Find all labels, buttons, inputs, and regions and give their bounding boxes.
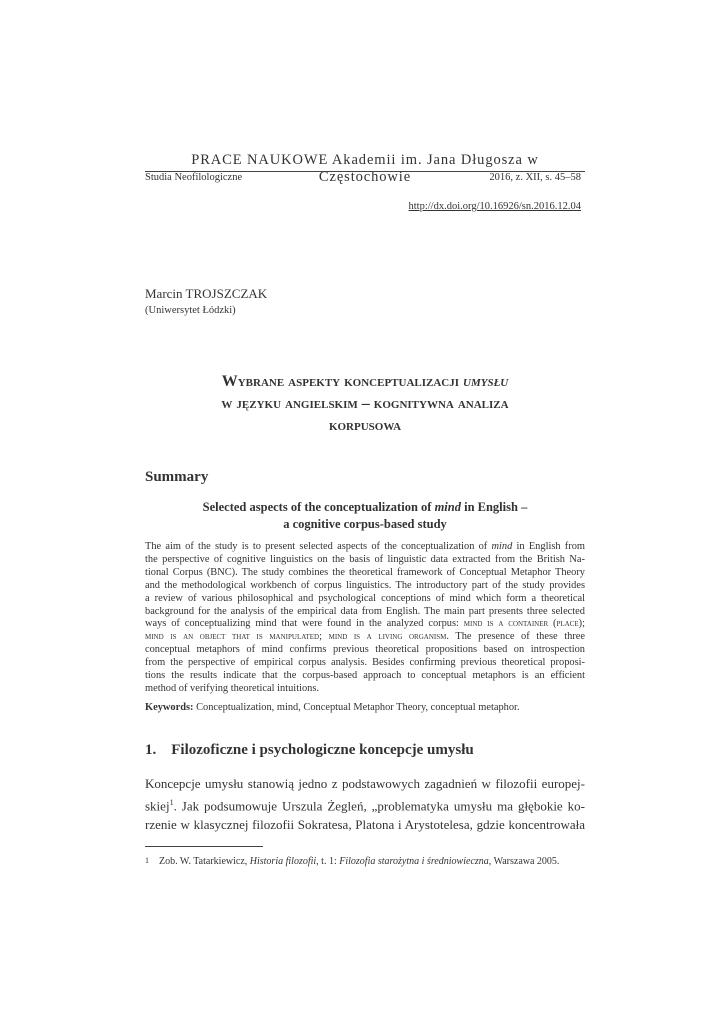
- keywords-text: Conceptualization, mind, Conceptual Metaphor Theory, conceptual metaphor.: [193, 702, 520, 713]
- title-line2: w języku angielskim – kognitywna analiza: [221, 395, 509, 412]
- footnote: [145, 856, 585, 867]
- abstract: [145, 541, 585, 696]
- footnote-text: Zob. W. Tatarkiewicz,: [159, 856, 250, 867]
- footnote-ref[interactable]: 1: [169, 798, 174, 807]
- abstract-line: method of verifying theoretical intuitions.: [145, 682, 320, 694]
- abstract-line: conceptual metaphors of mind confirms previous theoretical propositions based on introspection: [145, 644, 585, 656]
- body-line-part: . Jak podsumowuje Urszula Żegleń, „problematyka umysłu ma głębokie ko-: [173, 798, 585, 814]
- article-title: [145, 371, 585, 437]
- footnote-title: Historia filozofii: [249, 856, 317, 867]
- footnote-rule: [145, 846, 263, 847]
- title-line3: korpusowa: [328, 417, 402, 434]
- abstract-line: mind is an object that is manipulated; mind is a living organism. The presence of these three: [145, 631, 585, 643]
- subtitle-line2: a cognitive corpus-based study: [283, 517, 447, 531]
- section-heading: 1. Filozoficzne i psychologiczne koncepcje umysłu: [145, 742, 474, 758]
- title-line1: Wybrane aspekty konceptualizacji: [221, 373, 464, 390]
- subtitle-part-c: in English –: [460, 500, 528, 514]
- footnote-text: , t. 1:: [316, 856, 340, 867]
- series-name: Studia Neofilologiczne: [145, 172, 243, 183]
- abstract-line: a review of various philosophical and psychological conceptions of mind which form a theoretical: [145, 592, 585, 604]
- summary-heading: Summary: [145, 469, 209, 485]
- title-line1-italic: umysłu: [463, 373, 509, 390]
- body-line: Koncepcje umysłu stanowią jedno z podstawowych zagadnień w filozofii europej-: [145, 776, 585, 791]
- journal-name: PRACE NAUKOWE Akademii im. Jana Długosza w Częstochowie: [191, 152, 539, 185]
- abstract-line: tional Corpus (BNC). The study combines the theoretical framework of Conceptual Metaphor Theory: [145, 566, 585, 578]
- body-line: [145, 793, 585, 815]
- subtitle-part-b: mind: [434, 500, 461, 514]
- keywords: [145, 702, 585, 713]
- abstract-line: the perspective of cognitive linguistics on the basis of linguistic data extracted from the British Na-: [145, 553, 585, 565]
- abstract-line: from the perspective of empirical corpus analysis. Besides confirming previous theoretical proposi-: [145, 657, 585, 669]
- subtitle-part-a: Selected aspects of the conceptualization of: [202, 500, 435, 514]
- body-line: rzenie w klasycznej filozofii Sokratesa, Platona i Arystotelesa, gdzie koncentrowała: [145, 817, 585, 833]
- author-affiliation: (Uniwersytet Łódzki): [145, 305, 236, 316]
- summary-subtitle: [145, 499, 585, 533]
- keywords-label: Keywords:: [145, 702, 194, 713]
- body-line-part: skiej: [145, 798, 170, 814]
- volume-pages: 2016, z. XII, s. 45–58: [489, 172, 581, 183]
- abstract-line: ways of conceptualizing mind that were found in the analyzed corpus: mind is a container (place);: [145, 618, 585, 630]
- footnote-number: 1: [145, 856, 149, 865]
- abstract-line: background for the analysis of the empirical data from English. The main part presents three selected: [145, 605, 585, 617]
- footnote-text: , Warszawa 2005.: [488, 856, 560, 867]
- author-name: Marcin TROJSZCZAK: [145, 286, 268, 301]
- doi-link[interactable]: http://dx.doi.org/10.16926/sn.2016.12.04: [408, 201, 581, 212]
- body-paragraph: [145, 774, 585, 834]
- abstract-line: and the methodological workbench of corpus linguistics. The introductory part of the study provides: [145, 579, 585, 591]
- abstract-line: The aim of the study is to present selected aspects of the conceptualization of mind in English from: [145, 541, 585, 552]
- footnote-subtitle: Filozofia starożytna i średniowieczna: [339, 856, 489, 867]
- abstract-line: tions the results indicate that the corpus-based approach to conceptual metaphors is an efficient: [145, 670, 585, 682]
